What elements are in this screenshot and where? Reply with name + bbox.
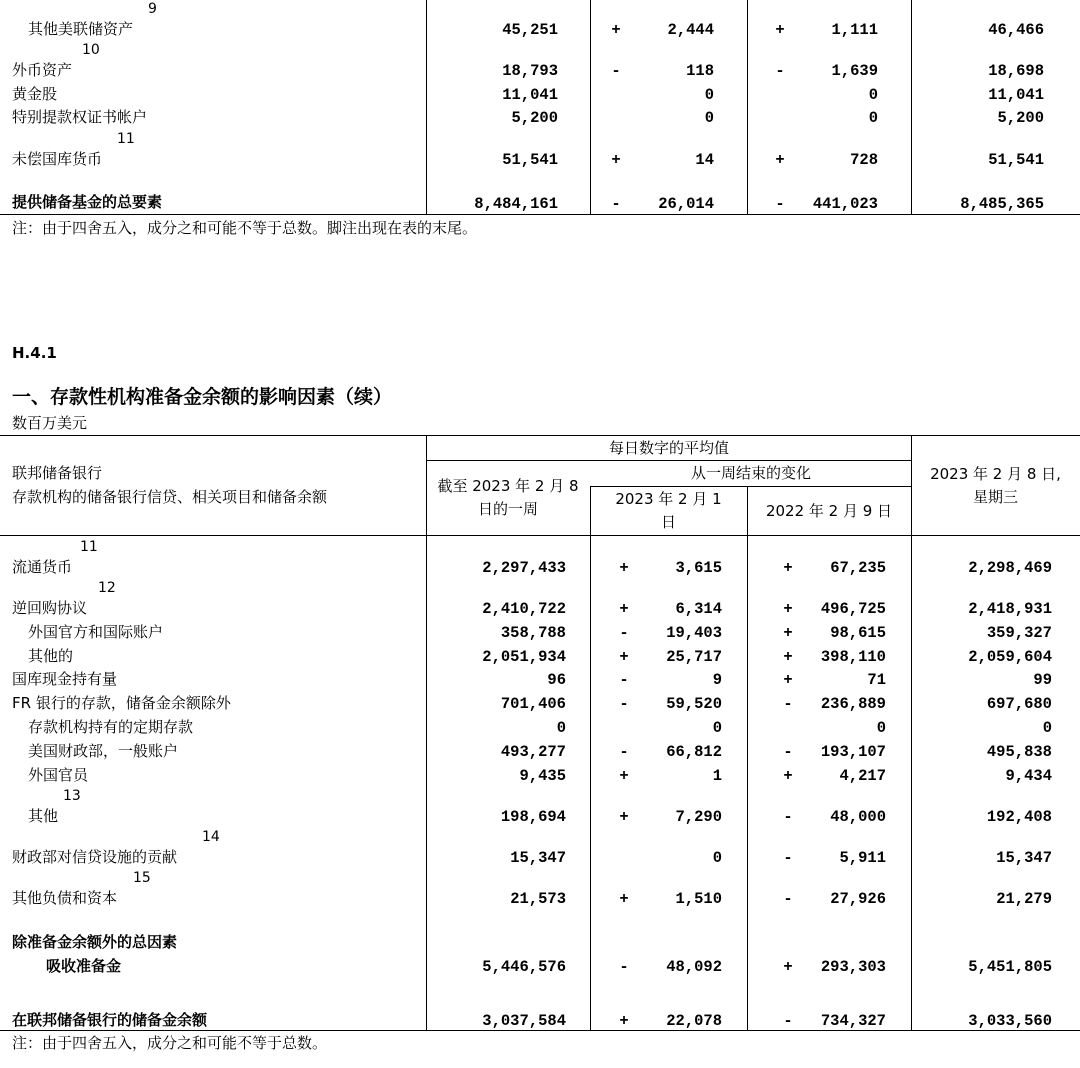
footnote-ref: 10 xyxy=(82,42,100,58)
footnote-ref: 14 xyxy=(202,829,220,845)
footnote-ref: 12 xyxy=(98,580,116,596)
cell-change-year: 0 xyxy=(876,719,886,737)
cell-change-week: 1 xyxy=(712,767,722,785)
row-label: 特别提款权证书帐户 xyxy=(12,108,148,126)
row-label: 其他负债和资本 xyxy=(12,889,118,907)
footnote-ref: 9 xyxy=(148,1,157,17)
footnote-ref: 15 xyxy=(133,870,151,886)
cell-change-year: 0 xyxy=(868,86,878,104)
sign: - xyxy=(619,624,629,642)
cell-change-week: 0 xyxy=(712,719,722,737)
cell-week-avg: 11,041 xyxy=(502,86,558,104)
footnote-ref: 11 xyxy=(80,539,98,555)
cell-week-avg: 2,297,433 xyxy=(482,559,566,577)
sign: + xyxy=(783,559,793,577)
cell-week-avg: 18,793 xyxy=(502,62,558,80)
cell-change-week: 3,615 xyxy=(675,559,722,577)
cell-wednesday: 0 xyxy=(1042,719,1052,737)
cell-change-week: 1,510 xyxy=(675,890,722,908)
sign: + xyxy=(783,624,793,642)
cell-wednesday: 495,838 xyxy=(986,743,1052,761)
cell-week-avg: 45,251 xyxy=(502,21,558,39)
row-label: 外国官员 xyxy=(28,766,89,784)
cell-change-week: 19,403 xyxy=(666,624,722,642)
sign: - xyxy=(611,195,621,213)
row-label-total: 提供储备基金的总要素 xyxy=(12,193,163,211)
col-divider xyxy=(590,0,591,215)
cell-change-year: 1,639 xyxy=(831,62,878,80)
cell-change-year: 71 xyxy=(867,671,886,689)
row-label: FR 银行的存款，储备金余额除外 xyxy=(12,694,231,712)
sign: + xyxy=(619,767,629,785)
sign: + xyxy=(775,21,785,39)
header-week-line1: 截至 2023 年 2 月 8 xyxy=(437,477,579,495)
table-note: 注：由于四舍五入，成分之和可能不等于总数。 xyxy=(12,1034,328,1052)
sign: - xyxy=(611,62,621,80)
cell-week-avg: 2,410,722 xyxy=(482,600,566,618)
sign: - xyxy=(619,958,629,976)
header-bottom-rule xyxy=(0,535,1080,536)
cell-change-year: 0 xyxy=(868,109,878,127)
cell-change-year: 48,000 xyxy=(830,808,886,826)
cell-week-avg: 493,277 xyxy=(500,743,566,761)
col-divider xyxy=(426,435,427,1031)
cell-change-year: 496,725 xyxy=(820,600,886,618)
cell-change-week: 9 xyxy=(712,671,722,689)
cell-week-avg: 2,051,934 xyxy=(482,648,566,666)
cell-change-year: 398,110 xyxy=(820,648,886,666)
sign: - xyxy=(783,849,793,867)
cell-wednesday: 15,347 xyxy=(996,849,1052,867)
sign: - xyxy=(783,1012,793,1030)
row-label: 外币资产 xyxy=(12,61,73,79)
row-label: 吸收准备金 xyxy=(46,957,122,975)
header-week-line2: 日的一周 xyxy=(477,500,538,518)
header-change: 从一周结束的变化 xyxy=(690,464,811,482)
cell-change-week: 7,290 xyxy=(675,808,722,826)
cell-change-year: 236,889 xyxy=(820,695,886,713)
cell-week-avg: 198,694 xyxy=(500,808,566,826)
cell-change-week: 0 xyxy=(712,849,722,867)
section-title: 一、存款性机构准备金余额的影响因素（续） xyxy=(12,386,393,408)
cell-change-year: 1,111 xyxy=(831,21,878,39)
cell-wednesday: 192,408 xyxy=(986,808,1052,826)
cell-wednesday: 18,698 xyxy=(988,62,1044,80)
cell-wednesday: 3,033,560 xyxy=(968,1012,1052,1030)
col-divider xyxy=(426,0,427,215)
sign: + xyxy=(783,671,793,689)
col-divider xyxy=(747,0,748,215)
row-label: 其他 xyxy=(28,807,59,825)
sign: + xyxy=(611,21,621,39)
sign: + xyxy=(619,1012,629,1030)
cell-week-avg: 5,200 xyxy=(511,109,558,127)
cell-change-week: 66,812 xyxy=(666,743,722,761)
sign: - xyxy=(783,743,793,761)
sign: + xyxy=(619,890,629,908)
cell-change-week: 0 xyxy=(704,86,714,104)
sign: + xyxy=(611,151,621,169)
footnote-ref: 13 xyxy=(63,788,81,804)
row-label: 未偿国库货币 xyxy=(12,150,103,168)
cell-week-avg: 5,446,576 xyxy=(482,958,566,976)
row-label: 财政部对信贷设施的贡献 xyxy=(12,848,178,866)
row-label: 逆回购协议 xyxy=(12,599,88,617)
cell-week-avg: 701,406 xyxy=(500,695,566,713)
cell-week-avg: 9,435 xyxy=(519,767,566,785)
cell-wednesday: 5,200 xyxy=(997,109,1044,127)
row-label: 存款机构持有的定期存款 xyxy=(28,718,194,736)
row-label: 在联邦储备银行的储备金余额 xyxy=(12,1011,208,1029)
header-chg2: 2022 年 2 月 9 日 xyxy=(765,502,893,520)
row-label: 除准备金余额外的总因素 xyxy=(12,933,178,951)
cell-change-week: 48,092 xyxy=(666,958,722,976)
sign: + xyxy=(619,648,629,666)
header-rule xyxy=(426,460,912,461)
header-left-line1: 联邦储备银行 xyxy=(12,464,103,482)
header-chg1-line2: 日 xyxy=(660,513,676,531)
sign: + xyxy=(783,648,793,666)
header-rule xyxy=(590,486,912,487)
cell-week-avg: 15,347 xyxy=(510,849,566,867)
cell-wednesday: 2,298,469 xyxy=(968,559,1052,577)
sign: + xyxy=(783,767,793,785)
cell-change-year: 734,327 xyxy=(820,1012,886,1030)
row-label: 美国财政部，一般账户 xyxy=(28,742,179,760)
sign: - xyxy=(619,695,629,713)
sign: - xyxy=(619,743,629,761)
cell-wednesday: 51,541 xyxy=(988,151,1044,169)
cell-week-avg: 3,037,584 xyxy=(482,1012,566,1030)
col-divider xyxy=(911,0,912,215)
cell-change-week: 26,014 xyxy=(658,195,714,213)
header-chg1-line1: 2023 年 2 月 1 xyxy=(615,490,722,508)
header-wed-line1: 2023 年 2 月 8 日, xyxy=(930,465,1061,483)
section-code: H.4.1 xyxy=(12,344,57,362)
cell-wednesday: 9,434 xyxy=(1005,767,1052,785)
row-label: 外国官方和国际账户 xyxy=(28,623,164,641)
cell-wednesday: 11,041 xyxy=(988,86,1044,104)
cell-week-avg: 96 xyxy=(547,671,566,689)
table-note: 注：由于四舍五入，成分之和可能不等于总数。脚注出现在表的末尾。 xyxy=(12,219,478,237)
cell-week-avg: 21,573 xyxy=(510,890,566,908)
sign: + xyxy=(619,600,629,618)
col-divider xyxy=(747,486,748,1031)
cell-change-year: 728 xyxy=(850,151,878,169)
cell-wednesday: 21,279 xyxy=(996,890,1052,908)
unit-label: 数百万美元 xyxy=(12,414,88,432)
cell-change-year: 441,023 xyxy=(812,195,878,213)
cell-wednesday: 5,451,805 xyxy=(968,958,1052,976)
cell-wednesday: 697,680 xyxy=(986,695,1052,713)
sign: - xyxy=(775,62,785,80)
sign: + xyxy=(783,600,793,618)
footnote-ref: 11 xyxy=(117,131,135,147)
cell-change-week: 22,078 xyxy=(666,1012,722,1030)
cell-week-avg: 358,788 xyxy=(500,624,566,642)
cell-change-week: 0 xyxy=(704,109,714,127)
cell-change-year: 293,303 xyxy=(820,958,886,976)
row-label: 其他的 xyxy=(28,647,74,665)
header-wed-line2: 星期三 xyxy=(972,488,1018,506)
cell-change-week: 25,717 xyxy=(666,648,722,666)
cell-change-year: 67,235 xyxy=(830,559,886,577)
header-daily-average: 每日数字的平均值 xyxy=(608,439,729,457)
sign: - xyxy=(619,671,629,689)
cell-wednesday: 46,466 xyxy=(988,21,1044,39)
sign: + xyxy=(619,808,629,826)
table-bottom-rule xyxy=(0,1030,1080,1031)
cell-wednesday: 2,418,931 xyxy=(968,600,1052,618)
cell-change-week: 14 xyxy=(695,151,714,169)
cell-wednesday: 99 xyxy=(1033,671,1052,689)
sign: - xyxy=(783,808,793,826)
table-bottom-rule xyxy=(0,214,1080,215)
sign: - xyxy=(775,195,785,213)
col-divider xyxy=(911,435,912,1031)
cell-week-avg: 51,541 xyxy=(502,151,558,169)
row-label: 流通货币 xyxy=(12,558,73,576)
sign: + xyxy=(619,559,629,577)
sign: - xyxy=(783,890,793,908)
row-label: 其他美联储资产 xyxy=(28,20,134,38)
row-label: 黄金股 xyxy=(12,85,58,103)
row-label: 国库现金持有量 xyxy=(12,670,118,688)
sign: + xyxy=(775,151,785,169)
cell-wednesday: 2,059,604 xyxy=(968,648,1052,666)
cell-change-week: 2,444 xyxy=(667,21,714,39)
cell-change-week: 59,520 xyxy=(666,695,722,713)
sign: + xyxy=(783,958,793,976)
cell-week-avg: 8,484,161 xyxy=(474,195,558,213)
sign: - xyxy=(783,695,793,713)
cell-change-year: 27,926 xyxy=(830,890,886,908)
cell-change-year: 98,615 xyxy=(830,624,886,642)
cell-change-year: 4,217 xyxy=(839,767,886,785)
header-top-rule xyxy=(0,435,1080,436)
header-left-line2: 存款机构的储备银行信贷、相关项目和储备余额 xyxy=(12,488,328,506)
cell-change-year: 5,911 xyxy=(839,849,886,867)
col-divider xyxy=(590,486,591,1031)
cell-change-year: 193,107 xyxy=(820,743,886,761)
cell-change-week: 118 xyxy=(686,62,714,80)
cell-wednesday: 8,485,365 xyxy=(960,195,1044,213)
cell-week-avg: 0 xyxy=(556,719,566,737)
cell-wednesday: 359,327 xyxy=(986,624,1052,642)
cell-change-week: 6,314 xyxy=(675,600,722,618)
